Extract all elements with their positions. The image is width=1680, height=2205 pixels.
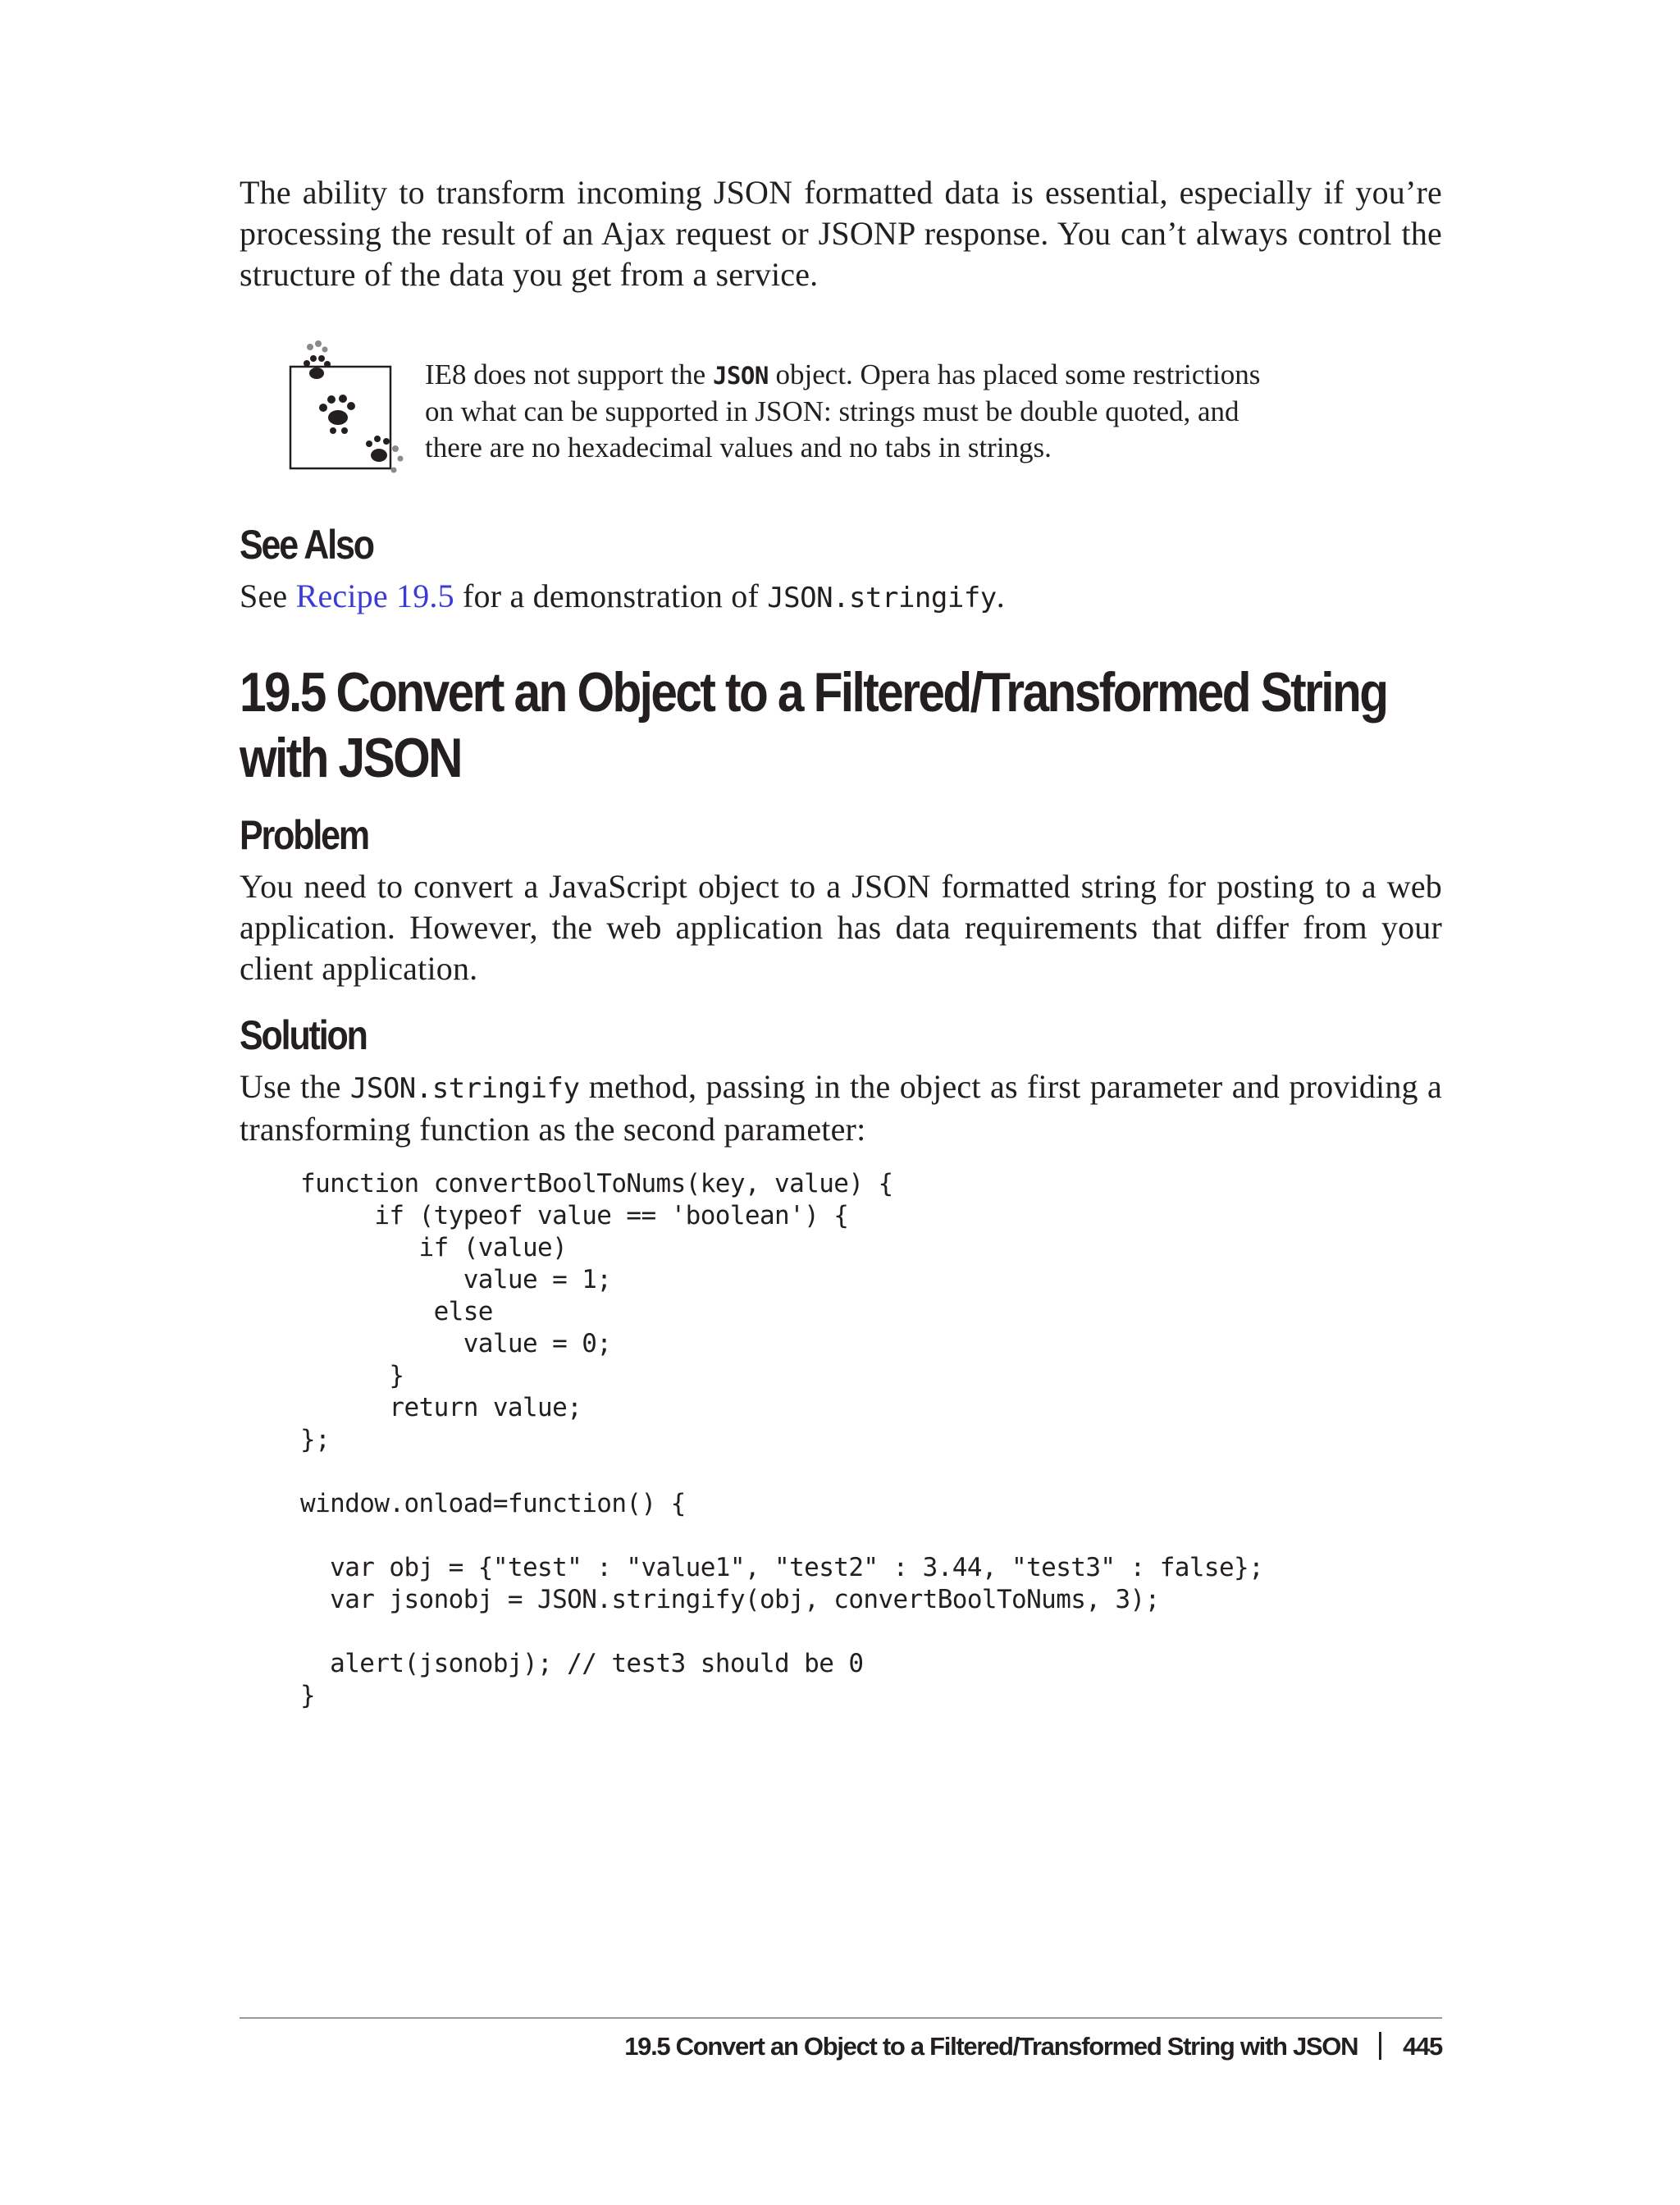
tip-paw-prints-icon	[284, 339, 407, 478]
see-also-suffix: .	[996, 578, 1005, 614]
solution-text: method, passing in the object as first parameter and providing a transforming function as the second parameter:	[240, 1068, 1442, 1148]
recipe-title: 19.5 Convert an Object to a Filtered/Transformed String with JSON	[240, 661, 1387, 789]
intro-paragraph: The ability to transform incoming JSON formatted data is essential, especially if you’re processing the result of an Ajax request or JSONP response. You can’t always control the structure of the data you get from a service.	[240, 174, 1442, 293]
see-also-prefix: See	[240, 578, 296, 614]
see-also-heading: See Also	[240, 522, 373, 568]
note-code: JSON	[712, 362, 769, 390]
recipe-link[interactable]: Recipe 19.5	[295, 578, 454, 614]
see-also-code: JSON.stringify	[767, 582, 997, 614]
solution-code: JSON.stringify	[349, 1072, 580, 1105]
page-footer	[624, 2030, 1442, 2063]
solution-heading: Solution	[240, 1012, 367, 1058]
code-example: function convertBoolToNums(key, value) { if (typeof value == 'boolean') { if (value) value = 1; else value = 0; } return value; }; window.onload=function() { var obj = {"test" : "value1", "test2" : 3.44, "test3" : false}; var jsonobj = JSON.stringify(obj, convertBoolToNums, 3); alert(jsonobj); // test3 should be 0 }	[300, 1169, 1264, 1710]
note-box	[240, 339, 1442, 482]
problem-heading: Problem	[240, 812, 369, 858]
footer-divider	[240, 2017, 1442, 2019]
footer-separator	[1379, 2032, 1381, 2060]
page-content	[240, 172, 1442, 1712]
page-number: 445	[1403, 2032, 1442, 2061]
note-text	[425, 357, 1294, 466]
note-text-after: object. Opera has placed some restrictions on what can be supported in JSON: strings must be double quoted, and there are no hexadecimal values and no tabs in strings.	[425, 358, 1261, 463]
see-also-paragraph	[240, 576, 1442, 619]
footer-running-title: 19.5 Convert an Object to a Filtered/Transformed String with JSON	[624, 2032, 1358, 2061]
problem-paragraph: You need to convert a JavaScript object to a JSON formatted string for posting to a web application. However, the web application has data requirements that differ from your client application.	[240, 868, 1442, 987]
note-text-before: IE8 does not support the	[425, 358, 713, 390]
see-also-middle: for a demonstration of	[454, 578, 768, 614]
solution-prefix: Use the	[240, 1068, 350, 1105]
solution-paragraph	[240, 1066, 1442, 1150]
